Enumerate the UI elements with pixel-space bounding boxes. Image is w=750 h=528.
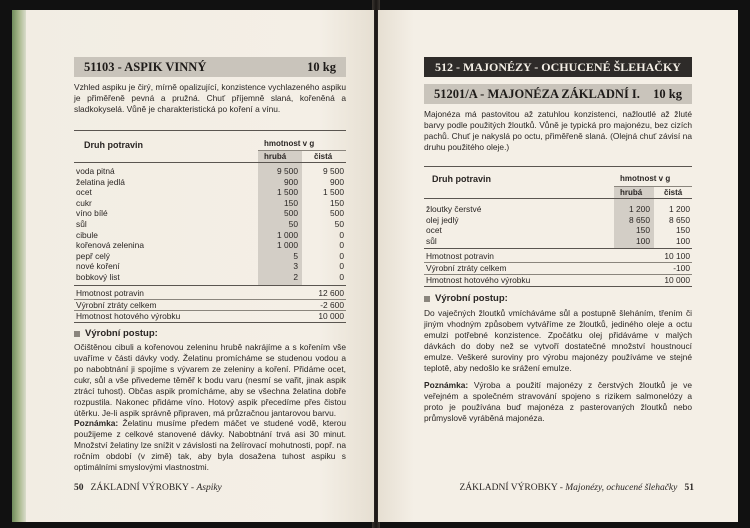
square-bullet-icon (424, 296, 430, 302)
gross-value: 150 (636, 225, 650, 236)
col-net-header: čistá (664, 188, 683, 197)
gross-value: 1 000 (277, 240, 298, 251)
gross-value: 1 200 (629, 204, 650, 214)
gross-value: 900 (284, 176, 298, 187)
table-row (74, 177, 346, 188)
process-heading (74, 328, 158, 339)
process-text: Do vaječných žloutků vmícháváme sůl a postupně šleháním, třením či jiným vhodným způsobem vytváříme ze žloutků, jediného oleje a octu emulzi potřebné konzistence. Zpočátku olej přidáváme v malých dávkách do doby než se vytvoří dostatečné množství houstnoucí emulze. Veškeré suroviny pro výrobu majonézy používáme ve stejné teplotě, aby nedošlo ke srážení emulze. (424, 308, 692, 373)
summary-row (74, 300, 346, 311)
table-row (74, 198, 346, 209)
ingredient-name: voda pitná (76, 166, 115, 176)
net-value: 150 (330, 197, 344, 208)
summary-row (424, 275, 692, 286)
table-row (74, 230, 346, 241)
summary-label: Hmotnost potravin (76, 288, 144, 298)
summary-row (74, 311, 346, 322)
gross-value: 50 (288, 219, 298, 229)
net-value: 0 (339, 261, 344, 272)
right-page (378, 10, 738, 522)
net-value: 1 200 (669, 204, 690, 214)
gross-value: 1 500 (277, 187, 298, 198)
table-row (74, 240, 346, 251)
table-row (74, 166, 346, 177)
col-name-header: Druh potravin (432, 174, 492, 184)
ingredient-name: kořenová zelenina (76, 240, 144, 251)
gross-value: 5 (293, 250, 298, 261)
summary-label: Výrobní ztráty celkem (426, 262, 507, 273)
process-heading-text: Výrobní postup: (435, 293, 508, 304)
process-heading (424, 293, 508, 304)
table-row (424, 225, 692, 236)
ingredient-name: víno bílé (76, 208, 108, 219)
col-mass-header: hmotnost v g (620, 174, 671, 183)
net-value: 0 (339, 272, 344, 282)
gross-value: 500 (284, 208, 298, 219)
page-footer-left: 50 ZÁKLADNÍ VÝROBKY - Aspiky (74, 483, 222, 493)
ingredient-name: olej jedlý (426, 214, 459, 225)
ingredient-name: cukr (76, 197, 92, 208)
gross-value: 100 (636, 235, 650, 246)
note-label: Poznámka: (424, 380, 469, 390)
recipe-title: 51201/A - MAJONÉZA ZÁKLADNÍ I. (434, 86, 640, 101)
ingredient-name: sůl (426, 235, 437, 246)
page-number: 51 (684, 483, 694, 493)
ingredients-table (74, 130, 346, 322)
mass-header-rule (258, 150, 346, 151)
summary-value: 10 100 (664, 251, 690, 261)
ingredients-table (424, 166, 692, 286)
net-value: 1 500 (323, 187, 344, 198)
summary-value: -100 (673, 262, 690, 273)
left-page (12, 10, 374, 522)
note-text (424, 380, 692, 424)
recipe-intro: Vzhled aspiku je čirý, mírně opalizující, konzistence vychlazeného aspiku je přiměřeně pevná a pružná. Chuť příjemně slaná, kořeněná a sladkokyselá. Vůně je charakteristická po koření a vínu. (74, 82, 346, 114)
recipe-weight: 10 kg (653, 86, 682, 101)
net-value: 150 (676, 225, 690, 236)
summary-value: 10 000 (318, 311, 344, 321)
gross-value: 8 650 (629, 214, 650, 225)
summary-value: -2 600 (320, 299, 344, 310)
ingredient-name: ocet (426, 225, 442, 236)
net-value: 900 (330, 176, 344, 187)
summary-row (74, 288, 346, 299)
summary-label: Hmotnost hotového výrobku (76, 311, 181, 321)
chapter-banner: 512 - MAJONÉZY - OCHUCENÉ ŠLEHAČKY (424, 57, 692, 77)
recipe-weight: 10 kg (307, 59, 336, 74)
note-label: Poznámka: (74, 418, 119, 428)
net-value: 0 (339, 240, 344, 251)
ingredient-name: sůl (76, 219, 87, 229)
process-heading-text: Výrobní postup: (85, 328, 158, 339)
table-row (74, 219, 346, 230)
recipe-header-right (424, 84, 692, 104)
net-value: 0 (339, 229, 344, 240)
net-value: 9 500 (323, 166, 344, 176)
footer-section: ZÁKLADNÍ VÝROBKY (459, 483, 558, 493)
ingredient-name: bobkový list (76, 272, 120, 282)
summary-label: Hmotnost potravin (426, 251, 494, 261)
mass-header-rule (614, 186, 692, 187)
gross-value: 3 (293, 261, 298, 272)
footer-subsection: Majonézy, ochucené šlehačky (565, 483, 678, 493)
col-gross-header: hrubá (264, 152, 287, 161)
col-mass-header: hmotnost v g (264, 139, 315, 148)
recipe-title: 51103 - ASPIK VINNÝ (84, 59, 207, 74)
ingredient-name: želatina jedlá (76, 176, 125, 187)
net-value: 500 (330, 208, 344, 219)
table-row (74, 208, 346, 219)
summary-value: 10 000 (664, 274, 690, 285)
table-top-rule (74, 130, 346, 131)
net-value: 50 (334, 219, 344, 229)
recipe-intro: Majonéza má pastovitou až zatuhlou konzistenci, nažloutlé až žluté barvy podle použitých žloutků. Vůně je typická pro majonézu, bez cizích pachů. Chuť je nakyslá po octu, přiměřeně slaná. (Olejná chuť závisí na druhu použitého oleje.) (424, 109, 692, 152)
table-bottom-rule (74, 322, 346, 323)
table-bottom-rule (424, 286, 692, 287)
note-text (74, 418, 346, 473)
summary-row (424, 251, 692, 262)
net-value: 0 (339, 250, 344, 261)
header-bottom-rule (424, 198, 692, 199)
ingredient-name: ocet (76, 187, 92, 198)
summary-top-rule (424, 248, 692, 249)
footer-subsection: Aspiky (196, 483, 222, 493)
ingredient-name: žloutky čerstvé (426, 204, 482, 214)
col-name-header: Druh potravin (84, 140, 144, 150)
square-bullet-icon (74, 331, 80, 337)
table-top-rule (424, 166, 692, 167)
table-row (424, 236, 692, 247)
table-row (424, 215, 692, 226)
summary-label: Hmotnost hotového výrobku (426, 274, 531, 285)
table-row (74, 261, 346, 272)
gross-value: 2 (293, 272, 298, 282)
note-body: Výroba a použití majonézy z čerstvých žloutků je ve veřejném a společném stravování spojeno s rizikem salmonelózy a proto je používána buď majonéza z pasterovaných žloutků nebo průmyslově vyráběná majonéza. (424, 380, 692, 423)
ingredient-name: nové koření (76, 261, 120, 272)
table-row (74, 272, 346, 283)
summary-top-rule (74, 285, 346, 286)
col-net-header: čistá (314, 152, 333, 161)
gross-value: 9 500 (277, 166, 298, 176)
gross-value: 150 (284, 197, 298, 208)
page-number: 50 (74, 483, 84, 493)
table-row (74, 251, 346, 262)
summary-label: Výrobní ztráty celkem (76, 299, 157, 310)
footer-section: ZÁKLADNÍ VÝROBKY (90, 483, 189, 493)
ingredient-name: cibule (76, 229, 98, 240)
col-gross-header: hrubá (620, 188, 643, 197)
note-body: Želatinu musíme předem máčet ve studené vodě, kterou použijeme z celkové stanovené dávky. Nabobtnání trvá asi 30 minut. Množství želatiny lze snížit v závislosti na želírovací mohutnosti, popř. na ročním období (v zimě) tak, aby byla dosažena tuhost aspiku s optimálními smyslovými vlastnostmi. (74, 418, 346, 472)
summary-value: 12 600 (318, 288, 344, 298)
ingredient-name: pepř celý (76, 250, 110, 261)
gross-value: 1 000 (277, 229, 298, 240)
table-row (424, 204, 692, 215)
page-footer-right: ZÁKLADNÍ VÝROBKY - Majonézy, ochucené šlehačky 51 (459, 483, 694, 493)
recipe-header-left (74, 57, 346, 77)
net-value: 8 650 (669, 214, 690, 225)
page-edge-image (12, 10, 26, 522)
table-row (74, 187, 346, 198)
net-value: 100 (676, 235, 690, 246)
header-bottom-rule (74, 162, 346, 163)
process-text: Očištěnou cibuli a kořenovou zeleninu hrubě nakrájíme a s kořením vše uvaříme v části dávky vody. Želatinu promícháme se studenou vodou a po nabobtnání ji spojíme s vývarem ze zeleniny a koření. Přidáme ocet, cukr, sůl a vše přivedeme těměř k bodu varu (nesmí se vařit, jinak aspik ztrácí tuhost). Občas aspik promícháme, aby se všechna želatina dobře rozpustila. Nakonec přidáme víno. Hotový aspik přecedíme přes čistou útěrku. Je-li aspik správně připraven, má průzračnou jantarovou barvu. (74, 342, 346, 418)
summary-row (424, 263, 692, 274)
